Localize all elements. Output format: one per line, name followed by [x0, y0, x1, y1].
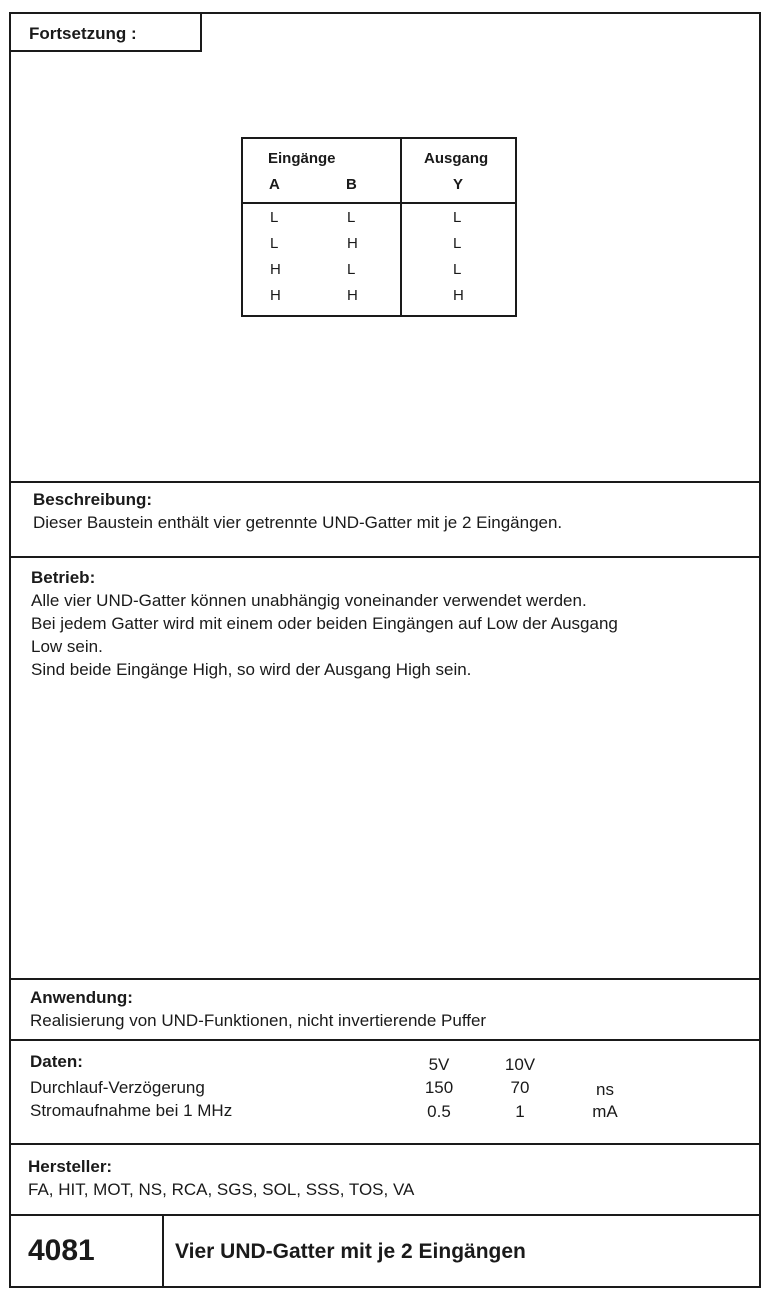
row4-a: H — [270, 287, 281, 304]
row3-b: L — [347, 261, 356, 278]
output-header: Ausgang — [424, 150, 489, 167]
hersteller-section — [28, 1155, 748, 1201]
row4-b: H — [347, 287, 358, 304]
daten-row2-label: Stromaufnahme bei 1 MHz — [30, 1101, 233, 1120]
daten-row1-5v: 150 — [424, 1078, 454, 1097]
col-b-label: B — [346, 176, 357, 193]
truth-table-header-divider — [243, 202, 515, 204]
row1-a: L — [270, 209, 279, 226]
daten-row2-10v: 1 — [515, 1102, 525, 1121]
betrieb-line3: Low sein. — [31, 637, 103, 656]
anwendung-text: Realisierung von UND-Funktionen, nicht invertierende Puffer — [30, 1011, 487, 1030]
beschreibung-heading: Beschreibung: — [33, 490, 153, 509]
row1-y: L — [453, 209, 462, 226]
divider-betrieb — [9, 556, 761, 558]
betrieb-heading: Betrieb: — [31, 568, 96, 587]
betrieb-line2: Bei jedem Gatter wird mit einem oder beiden Eingängen auf Low der Ausgang — [31, 614, 618, 633]
divider-anwendung — [9, 978, 761, 980]
truth-table — [241, 137, 517, 317]
divider-beschreibung — [9, 481, 761, 483]
row2-y: L — [453, 235, 462, 252]
betrieb-line1: Alle vier UND-Gatter können unabhängig voneinander verwendet werden. — [31, 591, 587, 610]
divider-hersteller — [9, 1143, 761, 1145]
betrieb-line4: Sind beide Eingänge High, so wird der Ausgang High sein. — [31, 660, 472, 679]
part-number: 4081 — [28, 1234, 95, 1267]
footer-divider — [162, 1216, 164, 1288]
daten-heading: Daten: — [30, 1052, 83, 1071]
beschreibung-text: Dieser Baustein enthält vier getrennte UND-Gatter mit je 2 Eingängen. — [33, 513, 563, 532]
continuation-tab: Fortsetzung : — [9, 12, 202, 52]
daten-col-10v: 10V — [504, 1055, 536, 1074]
daten-row2-5v: 0.5 — [427, 1102, 451, 1121]
truth-table-column-divider — [400, 139, 402, 315]
anwendung-heading: Anwendung: — [30, 988, 133, 1007]
row2-a: L — [270, 235, 279, 252]
row1-b: L — [347, 209, 356, 226]
row3-y: L — [453, 261, 462, 278]
col-a-label: A — [269, 176, 280, 193]
row4-y: H — [453, 287, 464, 304]
hersteller-heading: Hersteller: — [28, 1157, 113, 1176]
divider-daten — [9, 1039, 761, 1041]
daten-row1-label: Durchlauf-Verzögerung — [30, 1078, 205, 1097]
col-y-label: Y — [453, 176, 464, 193]
hersteller-text: FA, HIT, MOT, NS, RCA, SGS, SOL, SSS, TOS, VA — [28, 1180, 415, 1199]
part-title: Vier UND-Gatter mit je 2 Eingängen — [175, 1240, 526, 1263]
betrieb-section — [31, 566, 751, 681]
daten-row1-10v: 70 — [510, 1078, 530, 1097]
beschreibung-section — [33, 488, 753, 534]
daten-row2-unit: mA — [592, 1102, 618, 1121]
row2-b: H — [347, 235, 358, 252]
anwendung-section — [30, 986, 750, 1032]
divider-footer — [9, 1214, 761, 1216]
inputs-header: Eingänge — [268, 150, 336, 167]
row3-a: H — [270, 261, 281, 278]
daten-row1-unit: ns — [596, 1080, 614, 1099]
daten-col-5v: 5V — [428, 1055, 450, 1074]
